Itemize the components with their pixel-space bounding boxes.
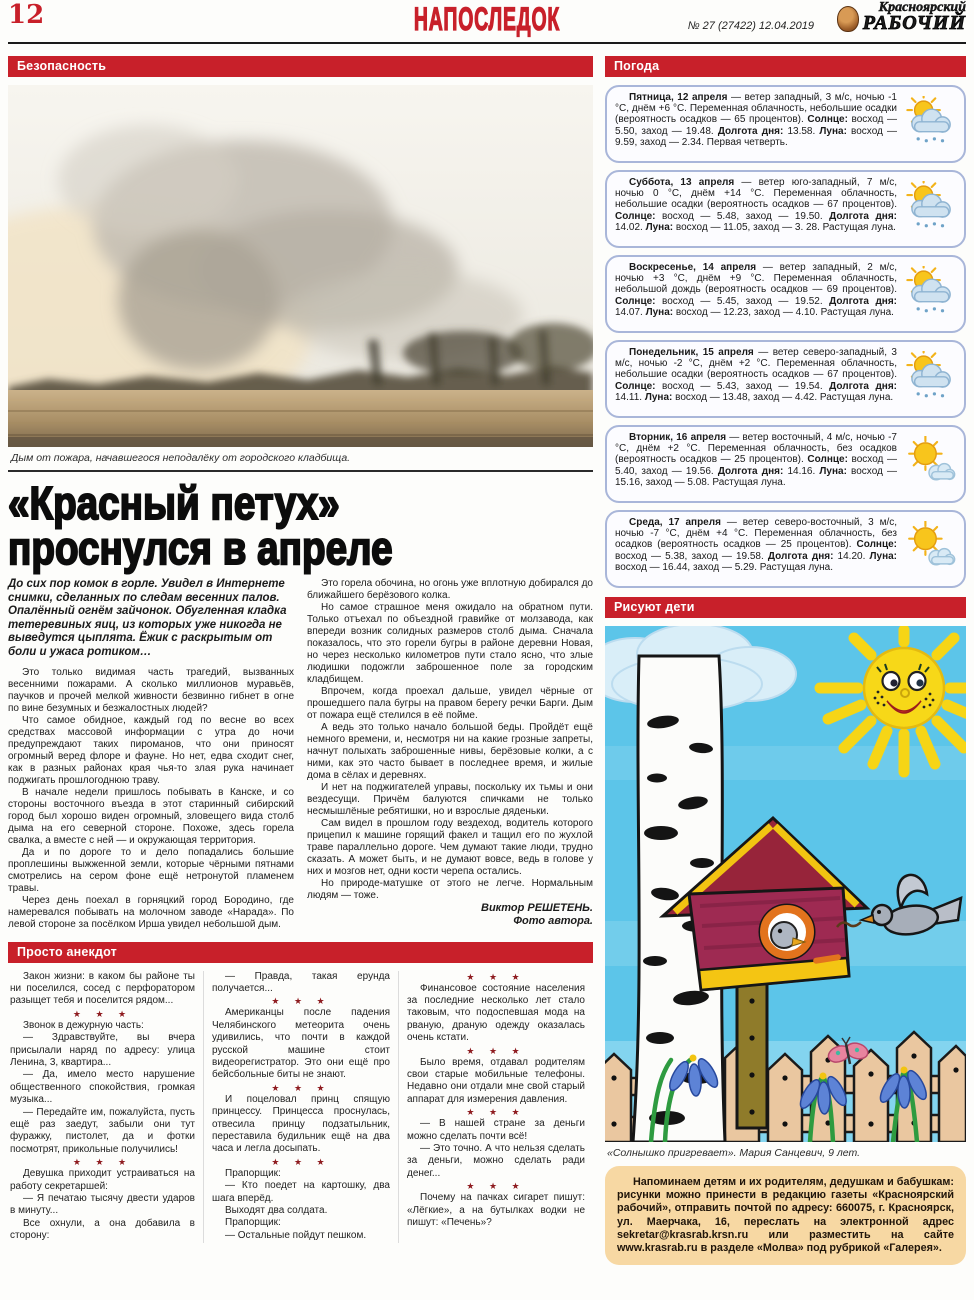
- joke-paragraph: Выходят два солдата.: [225, 1205, 328, 1217]
- masthead-line1: Красноярский: [878, 0, 966, 15]
- children-drawing-image: [605, 626, 966, 1142]
- article-paragraph: Да и по дороге то и дело попадались большие проплешины выжженной земли, которые чёрными пятнами смотрелись на сером фоне ещё нетронутой пламенем травы.: [8, 846, 294, 894]
- joke-paragraph: — Правда, такая ерунда получается...: [212, 970, 390, 994]
- joke-paragraph: — Передайте им, пожалуйста, пусть ещё раз заедут, забыли они тут фуражку, пистолет, да и фотки посмотрят, прикольные получились!: [10, 1106, 195, 1155]
- joke-paragraph: — Да, имело место нарушение общественного спокойствия, громкая музыка...: [10, 1069, 195, 1106]
- weather-forecast-text: Пятница, 12 апреля — ветер западный, 3 м/с, ночью -1 °С, днём +6 °С. Переменная облачность, небольшие осадки (вероятность осадков — 65 процентов). Солнце: восход — 5.50, заход — 19.48. Долгота дня: 13.58. Луна: восход — 9.59, заход — 2.34. Первая четверть.: [615, 92, 898, 148]
- article-paragraph: Но самое страшное меня ожидало на обратном пути. Только отъехал по объездной гравийке от молзавода, как впереди возник солидных размеров столб дыма. Сначала показалось, что это горели бугры в районе деревни Новая, но через несколько километров пути стало ясно, что злые людишки подожгли заброшенное поле за городским кладбищем.: [307, 602, 593, 685]
- joke-paragraph: Закон жизни: в каком бы районе ты ни поселился, сосед с перфоратором разыщет тебя и поселится рядом...: [10, 970, 195, 1007]
- joke-paragraph: Прапорщик:: [225, 1217, 281, 1229]
- article-body: [8, 578, 593, 931]
- submission-notice-text: Напоминаем детям и их родителям, дедушкам и бабушкам: рисунки можно принести в редакцию газеты «Красноярский рабочий», отправить почтой по адресу: 660075, г. Красноярск, ул. Маерчака, 16, переслать на электронной адрес sekretar@krasrab.krsn.ru или разместить на сайте www.krasrab.ru в разделе «Молва» под рубрикой «Галерея».: [617, 1176, 954, 1255]
- joke-paragraph: — В нашей стране за деньги можно сделать почти всё!: [407, 1118, 585, 1142]
- stars-separator: ★ ★ ★: [271, 996, 331, 1007]
- joke-paragraph: Девушка приходит устраиваться на работу секретаршей:: [10, 1168, 195, 1192]
- weather-card: [605, 255, 966, 333]
- newspaper-logo: [837, 1, 966, 33]
- joke-paragraph: — Я печатаю тысячу двести ударов в минуту...: [10, 1193, 195, 1217]
- issue-info: № 27 (27422) 12.04.2019: [687, 20, 814, 32]
- byline-credit: Фото автора.: [513, 915, 593, 927]
- weather-forecast-text: Суббота, 13 апреля — ветер юго-западный, 7 м/с, ночью 0 °С, днём +14 °С. Переменная облачность, небольшие осадки (вероятность осадков — 67 процентов). Солнце: восход — 5.48, заход — 19.50. Долгота дня: 14.02. Луна: восход — 11.05, заход — 3. 28. Растущая луна.: [615, 177, 898, 233]
- photo-caption: Дым от пожара, начавшегося неподалёку от городского кладбища.: [8, 447, 593, 472]
- jokes-column-1: [8, 971, 203, 1243]
- drawing-caption: «Солнышко пригревает». Мария Санцевич, 9 лет.: [607, 1147, 861, 1159]
- weather-card: [605, 170, 966, 248]
- weather-cards: [605, 85, 966, 588]
- jokes-column-3: [398, 971, 593, 1243]
- weather-forecast-text: Вторник, 16 апреля — ветер восточный, 4 м/с, ночью -7 °С, днём +2 °С. Переменная облачность, без осадков (вероятность осадков — 25 процентов). Солнце: восход — 5.40, заход — 19.56. Долгота дня: 14.16. Луна: восход — 15.16, заход — 5.08. Растущая луна.: [615, 432, 898, 488]
- fire-smoke-photo: [8, 85, 593, 447]
- article-paragraph: Это только видимая часть трагедий, вызванных весенними пожарами. А сколько миллионов муравьёв, паучков и прочей мелкой живности безвинно гибнет в огне по вине безумных и безжалостных людей?: [8, 666, 294, 714]
- stars-separator: ★ ★ ★: [466, 971, 526, 982]
- article-headline: [8, 477, 593, 574]
- main-column: [8, 56, 593, 1243]
- sun-cloud-icon: [902, 521, 956, 569]
- article-paragraph: Через день поехал в горняцкий город Бородино, где намеревался побывать на молочном заводе «Нарада». По левой стороне за посёлком Ирша увидел небольшой дым.: [8, 894, 294, 930]
- article-column-2: [307, 578, 593, 931]
- joke-paragraph: — Кто поедет на картошку, два шага вперёд.: [212, 1180, 390, 1204]
- joke-paragraph: Американцы после падения Челябинского метеорита очень удивились, что почти в каждой русской машине стоит видеорегистратор. Это они ещё про бейсбольные биты не знают.: [212, 1007, 390, 1081]
- sun-cloud-rain-icon: [902, 351, 956, 399]
- weather-card: [605, 510, 966, 588]
- page-header: [8, 0, 966, 42]
- article-paragraph: И нет на поджигателей управы, поскольку их тьмы и они вездесущи. Причём балуются спичками не только несмышлёные ребятишки, но и взрослые дяденьки.: [307, 782, 593, 817]
- section-bar-jokes: Просто анекдот: [8, 942, 593, 963]
- weather-card: [605, 340, 966, 418]
- stars-separator: ★ ★ ★: [271, 1156, 331, 1167]
- joke-paragraph: Звонок в дежурную часть:: [23, 1019, 144, 1031]
- joke-paragraph: Почему на пачках сигарет пишут: «Лёгкие», а на бутылках водки не пишут: «Печень»?: [407, 1192, 585, 1229]
- sun-cloud-rain-icon: [902, 96, 956, 144]
- article-paragraph: Впрочем, когда проехал дальше, увидел чёрные от прошедшего пала бугры на правом берегу речки Барги. Дым от пожара ещё стелился в её пойме.: [307, 686, 593, 721]
- weather-forecast-text: Понедельник, 15 апреля — ветер северо-западный, 3 м/с, ночью -2 °С, днём +2 °С. Переменная облачность, небольшие осадки (вероятность осадков — 67 процентов). Солнце: восход — 5.43, заход — 19.54. Долгота дня: 14.11. Луна: восход — 13.48, заход — 4.42. Растущая луна.: [615, 347, 898, 403]
- joke-paragraph: — Остальные пойдут пешком.: [225, 1229, 367, 1241]
- section-masthead-title: НАПОСЛЕДОК: [413, 1, 561, 38]
- sun-cloud-rain-icon: [902, 266, 956, 314]
- stars-separator: ★ ★ ★: [466, 1107, 526, 1118]
- article-paragraph: Что самое обидное, каждый год по весне во всех средствах массовой информации с утра до ночи предупреждают таких пироманов, что они приносят огромный веред флоре и фауне. Но нет, едва сходит снег, как в разных районах края чья-то злая рука начинает поджигать прошлогоднюю траву.: [8, 714, 294, 786]
- stars-separator: ★ ★ ★: [72, 1008, 133, 1019]
- jokes-columns: [8, 971, 593, 1243]
- stars-separator: ★ ★ ★: [72, 1157, 133, 1168]
- joke-paragraph: Все охнули, а она добавила в сторону:: [10, 1217, 195, 1242]
- weather-card: [605, 425, 966, 503]
- page-number: 12: [8, 0, 45, 30]
- article-col1-paragraphs: [8, 667, 294, 931]
- headline-line1: «Красный петух»: [8, 477, 340, 529]
- article-paragraph: В начале недели пришлось побывать в Канске, и со стороны восточного въезда в этот старинный сибирский город был хорошо виден огромный, зловещего вида столб дыма на его северной стороне. Похоже, здесь горела свалка, а вместе с ней — и окружающая территория.: [8, 786, 294, 846]
- jokes-column-2: [203, 971, 398, 1243]
- sun-cloud-icon: [902, 436, 956, 484]
- medal-emblem-icon: [837, 6, 859, 32]
- section-bar-children: Рисуют дети: [605, 597, 966, 618]
- joke-paragraph: — Это точно. А что нельзя сделать за деньги, можно сделать ради денег...: [407, 1143, 585, 1179]
- joke-paragraph: Финансовое состояние населения за последние несколько лет стало таковым, что подоспевшая мода на рваную, драную одежду оказалась очень кстати.: [407, 982, 585, 1044]
- article-column-1: [8, 578, 294, 931]
- joke-paragraph: Было время, отдавал родителям свои старые мобильные телефоны. Недавно они отдали мне свой старый аппарат для измерения давления.: [407, 1056, 585, 1105]
- masthead-line2: РАБОЧИЙ: [862, 12, 966, 35]
- side-column: [605, 56, 966, 1265]
- headline-line2: проснулся в апреле: [8, 522, 393, 574]
- stars-separator: ★ ★ ★: [271, 1082, 331, 1093]
- article-paragraph: Но природе-матушке от этого не легче. Нормальным людям — тоже.: [307, 878, 593, 901]
- stars-separator: ★ ★ ★: [466, 1181, 526, 1192]
- article-paragraph: Сам видел в прошлом году вездеход, водитель которого прицепил к машине горящий факел и тащил его по жухлой траве параллельно дороге. Чем думают такие люди, трудно сказать. А может быть, и не думают вовсе, ведь в голове у них и мозгов нет, одни кости черепа остались.: [307, 818, 593, 877]
- section-bar-weather: Погода: [605, 56, 966, 77]
- weather-card: [605, 85, 966, 163]
- joke-paragraph: И поцеловал принц спящую принцессу. Принцесса проснулась, отвесила принцу подзатыльник, переставила будильник ещё на два часа и легла досыпать.: [212, 1093, 390, 1155]
- stars-separator: ★ ★ ★: [466, 1045, 526, 1056]
- weather-forecast-text: Среда, 17 апреля — ветер северо-восточный, 3 м/с, ночью -7 °С, днём +4 °С. Переменная облачность, без осадков (вероятность осадков — 25 процентов). Солнце: восход — 5.38, заход — 19.58. Долгота дня: 14.20. Луна: восход — 16.44, заход — 5.29. Растущая луна.: [615, 517, 897, 573]
- weather-forecast-text: Воскресенье, 14 апреля — ветер западный, 2 м/с, ночью +3 °С, днём +9 °С. Переменная облачность, небольшой дождь (вероятность осадков — 69 процентов). Солнце: восход — 5.45, заход — 19.52. Долгота дня: 14.07. Луна: восход — 12.23, заход — 4.10. Растущая луна.: [615, 262, 898, 318]
- joke-paragraph: — Здравствуйте, вы вчера присылали наряд по адресу: улица Ленина, 3, квартира...: [10, 1032, 195, 1068]
- joke-paragraph: Прапорщик:: [225, 1167, 281, 1179]
- sun-cloud-rain-icon: [902, 181, 956, 229]
- submission-notice: [605, 1166, 966, 1265]
- article-lead: До сих пор комок в горле. Увидел в Интернете снимки, сделанных по следам весенних палов. Опалённый огнём зайчонок. Обугленная кладка тетеревиных яиц, из которых уже никогда не выведутся цыплята. Ёжик с раскрытым от боли и ужаса ротиком…: [8, 578, 287, 658]
- header-rule: [8, 42, 966, 44]
- article-paragraph: А ведь это только начало большой беды. Пройдёт ещё немного времени, и, несмотря ни на какие грозные запреты, начнут полыхать заброшенные нивы, берёзовые колки, а с ними, как это часто бывает в последнее время, и жилые дома в сёлах и деревнях.: [307, 722, 593, 781]
- article-col2-paragraphs: [307, 578, 593, 902]
- article-paragraph: Это горела обочина, но огонь уже вплотную добирался до ближайшего берёзового колка.: [307, 578, 593, 601]
- section-bar-safety: Безопасность: [8, 56, 593, 77]
- byline-author: Виктор РЕШЕТЕНЬ.: [481, 902, 593, 914]
